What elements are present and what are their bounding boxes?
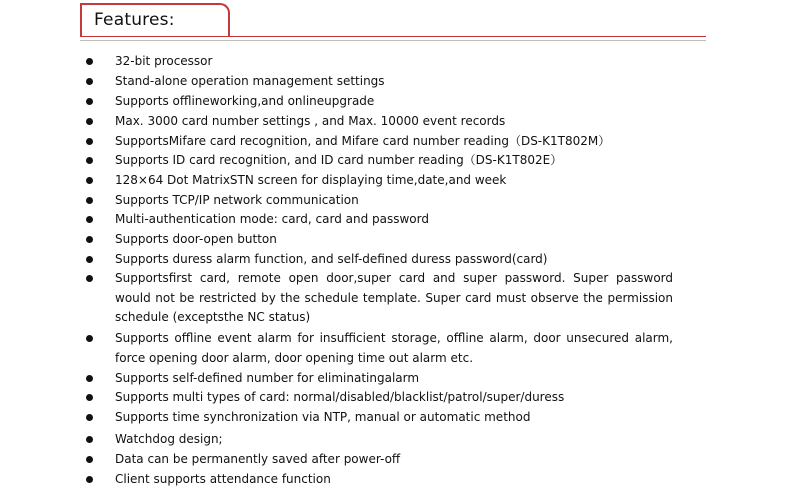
bullet-icon [86, 375, 93, 382]
feature-text: Supports offline event alarm for insufficient storage, offline alarm, door unsecured alarm, force opening door alarm, door opening time out alarm etc. [115, 331, 673, 365]
header-divider-red [80, 36, 706, 37]
feature-text: Supports door-open button [115, 232, 277, 246]
bullet-icon [86, 58, 93, 65]
bullet-icon [86, 98, 93, 105]
feature-text: Stand-alone operation management settings [115, 74, 385, 88]
bullet-icon [86, 177, 93, 184]
feature-text: 32-bit processor [115, 54, 213, 68]
bullet-icon [86, 118, 93, 125]
feature-text: Supports self-defined number for eliminatingalarm [115, 371, 420, 385]
bullet-icon [86, 78, 93, 85]
feature-text: Supports ID card recognition, and ID card number reading（DS-K1T802E） [115, 153, 563, 167]
bullet-icon [86, 275, 93, 282]
bullet-icon [86, 236, 93, 243]
feature-text: Supports time synchronization via NTP, manual or automatic method [115, 410, 531, 424]
feature-text: Supportsfirst card, remote open door,super card and super password. Super password would not be restricted by the schedule template. Super card must observe the permission schedule (exceptsthe NC status) [115, 271, 673, 324]
feature-text: Supports TCP/IP network communication [115, 193, 359, 207]
bullet-icon [86, 414, 93, 421]
bullet-icon [86, 456, 93, 463]
page-title: Features: [94, 10, 175, 30]
bullet-icon [86, 256, 93, 263]
bullet-icon [86, 436, 93, 443]
feature-text: 128×64 Dot MatrixSTN screen for displaying time,date,and week [115, 173, 507, 187]
feature-text: Multi-authentication mode: card, card and password [115, 212, 429, 226]
feature-text: Supports duress alarm function, and self-defined duress password(card) [115, 252, 548, 266]
bullet-icon [86, 335, 93, 342]
bullet-icon [86, 138, 93, 145]
bullet-icon [86, 394, 93, 401]
feature-text: Max. 3000 card number settings , and Max. 10000 event records [115, 114, 506, 128]
feature-text: Supports multi types of card: normal/disabled/blacklist/patrol/super/duress [115, 390, 565, 404]
bullet-icon [86, 476, 93, 483]
header-divider-grey [80, 40, 706, 41]
bullet-icon [86, 216, 93, 223]
feature-text: Watchdog design; [115, 432, 223, 446]
bullet-icon [86, 157, 93, 164]
feature-text: Client supports attendance function [115, 472, 331, 486]
feature-text: Supports offlineworking,and onlineupgrade [115, 94, 375, 108]
bullet-icon [86, 197, 93, 204]
feature-text: Data can be permanently saved after power-off [115, 452, 401, 466]
feature-text: SupportsMifare card recognition, and Mifare card number reading（DS-K1T802M） [115, 134, 611, 148]
